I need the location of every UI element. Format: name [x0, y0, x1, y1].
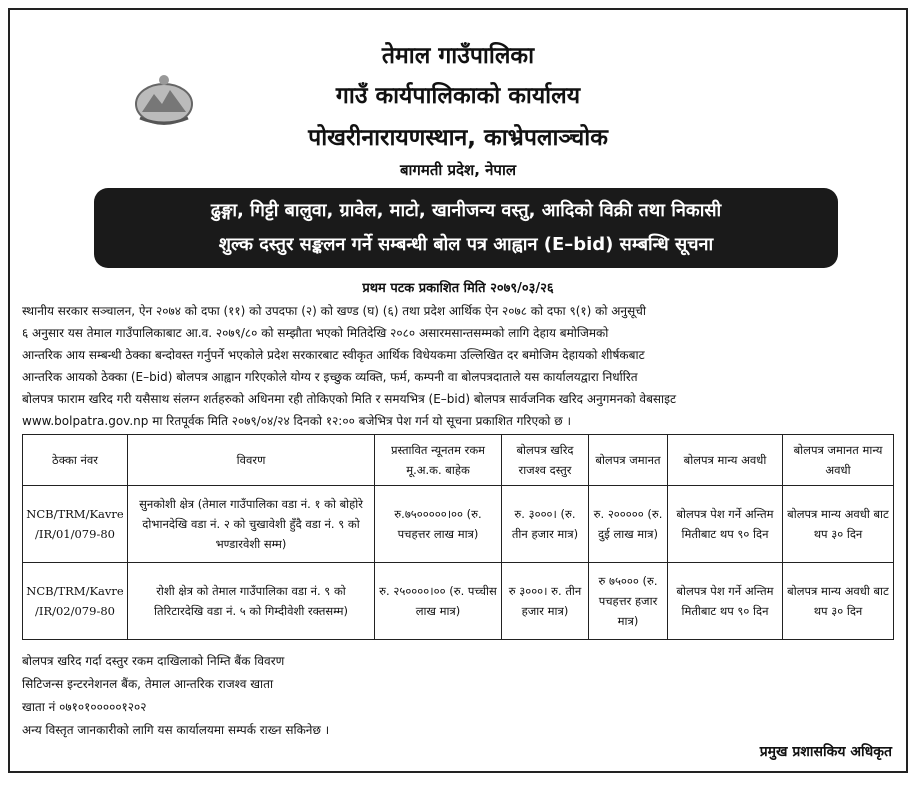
body-line: स्थानीय सरकार सञ्चालन, ऐन २०७४ को दफा (११) को उपदफा (२) को खण्ड (घ) (६) तथा प्रदेश आर्थिक ऐन २०७८ को दफा ९(१) को अनुसूची [22, 304, 646, 318]
body-line: आन्तरिक आयको ठेक्का (E–bid) बोलपत्र आह्वान गरिएकोले योग्य र इच्छुक व्यक्ति, फर्म, कम्पनी वा बोलपत्रदाताले यस कार्यालयद्वारा निर्धारित [22, 370, 638, 384]
col-header: बोलपत्र खरिद राजश्व दस्तुर [502, 435, 589, 486]
body-line: www.bolpatra.gov.np मा रितपूर्वक मिति २०७९/०४/२४ दिनको १२:०० बजेभित्र पेश गर्न यो सूचना प्रकाशित गरिएको छ । [22, 414, 571, 428]
footer-line: अन्य विस्तृत जानकारीको लागि यस कार्यालयमा सम्पर्क राख्न सकिनेछ । [22, 723, 330, 737]
table-cell: सुनकोशी क्षेत्र (तेमाल गाउँपालिका वडा नं. १ को बोहोरे दोभानदेखि वडा नं. २ को चुखावेशी हुँदै वडा नं. ९ को भण्डारवेशी सम्म) [128, 486, 375, 563]
table-cell: बोलपत्र पेश गर्ने अन्तिम मितीबाट थप ९० दिन [668, 486, 783, 563]
banner-line-1: ढुङ्गा, गिट्टी बालुवा, ग्रावेल, माटो, खानीजन्य वस्तु, आदिको विक्री तथा निकासी [210, 200, 722, 221]
bank-details [22, 650, 329, 742]
office-location: पोखरीनारायणस्थान, काभ्रेपलाञ्चोक [308, 125, 608, 151]
body-line: बोलपत्र फाराम खरिद गरी यसैसाथ संलग्न शर्तहरुको अधिनमा रही तोकिएको मिति र समयभित्र (E–bid) बोलपत्र सार्वजनिक खरिद अनुगमनको वेबसाइट [22, 392, 677, 406]
table-cell: रु. २००००० (रु. दुई लाख मात्र) [589, 486, 668, 563]
table-cell: रु ३०००। रु. तीन हजार मात्र) [502, 563, 589, 640]
province: बागमती प्रदेश, नेपाल [399, 161, 517, 179]
table-row [23, 486, 894, 563]
notice-page [8, 8, 908, 773]
col-header: बोलपत्र जमानत [589, 435, 668, 486]
col-header: बोलपत्र जमानत मान्य अवधी [783, 435, 894, 486]
banner-line-2: शुल्क दस्तुर सङ्कलन गर्ने सम्बन्धी बोल पत्र आह्वान (E–bid) सम्बन्धि सूचना [218, 234, 714, 255]
table-row [23, 563, 894, 640]
table-cell: बोलपत्र मान्य अवधी बाट थप ३० दिन [783, 486, 894, 563]
table-cell: रु ७५००० (रु. पचहत्तर हजार मात्र) [589, 563, 668, 640]
table-cell: बोलपत्र पेश गर्ने अन्तिम मितीबाट थप ९० दिन [668, 563, 783, 640]
col-header: बोलपत्र मान्य अवधी [668, 435, 783, 486]
col-header: प्रस्तावित न्यूनतम रकम मू.अ.क. बाहेक [375, 435, 502, 486]
office-name: तेमाल गाउँपालिका [381, 43, 535, 69]
table-cell: NCB/TRM/Kavre /IR/01/079-80 [23, 486, 128, 563]
col-header: विवरण [128, 435, 375, 486]
signatory: प्रमुख प्रशासकिय अधिकृत [759, 744, 892, 760]
publication-date: प्रथम पटक प्रकाशित मिति २०७९/०३/२६ [362, 281, 554, 296]
table-cell: रु. २५००००।०० (रु. पच्चीस लाख मात्र) [375, 563, 502, 640]
col-header: ठेक्का नंवर [23, 435, 128, 486]
footer-line: बोलपत्र खरिद गर्दा दस्तुर रकम दाखिलाको निम्ति बैंक विवरण [22, 654, 285, 668]
office-title: गाउँ कार्यपालिकाको कार्यालय [335, 83, 581, 109]
footer-line: खाता नं ०७१०१०००००१२०२ [22, 700, 147, 714]
table-header-row [23, 435, 894, 486]
table-cell: रोशी क्षेत्र को तेमाल गाउँपालिका वडा नं. ९ को तिरिटारदेखि वडा नं. ५ को गिम्दीवेशी रक्तसम्म) [128, 563, 375, 640]
table-cell: बोलपत्र मान्य अवधी बाट थप ३० दिन [783, 563, 894, 640]
footer-line: सिटिजन्स इन्टरनेशनल बैंक, तेमाल आन्तरिक राजश्व खाता [22, 677, 274, 691]
body-line: आन्तरिक आय सम्बन्धी ठेक्का बन्दोवस्त गर्नुपर्ने भएकोले प्रदेश सरकारबाट स्वीकृत आर्थिक विधेयकमा उल्लिखित दर बमोजिम देहायको शीर्षकबाट [22, 348, 645, 362]
notice-body [22, 300, 894, 432]
table-cell: NCB/TRM/Kavre /IR/02/079-80 [23, 563, 128, 640]
notice-banner [94, 188, 838, 268]
body-line: ६ अनुसार यस तेमाल गाउँपालिकाबाट आ.व. २०७९/८० को सम्झौता भएको मितिदेखि २०८० असारमसान्तसम्मको लागि देहाय बमोजिमको [22, 326, 609, 340]
table-cell: रु. ३०००। (रु. तीन हजार मात्र) [502, 486, 589, 563]
contract-table [22, 434, 894, 640]
table-cell: रु.७५०००००।०० (रु. पचहत्तर लाख मात्र) [375, 486, 502, 563]
